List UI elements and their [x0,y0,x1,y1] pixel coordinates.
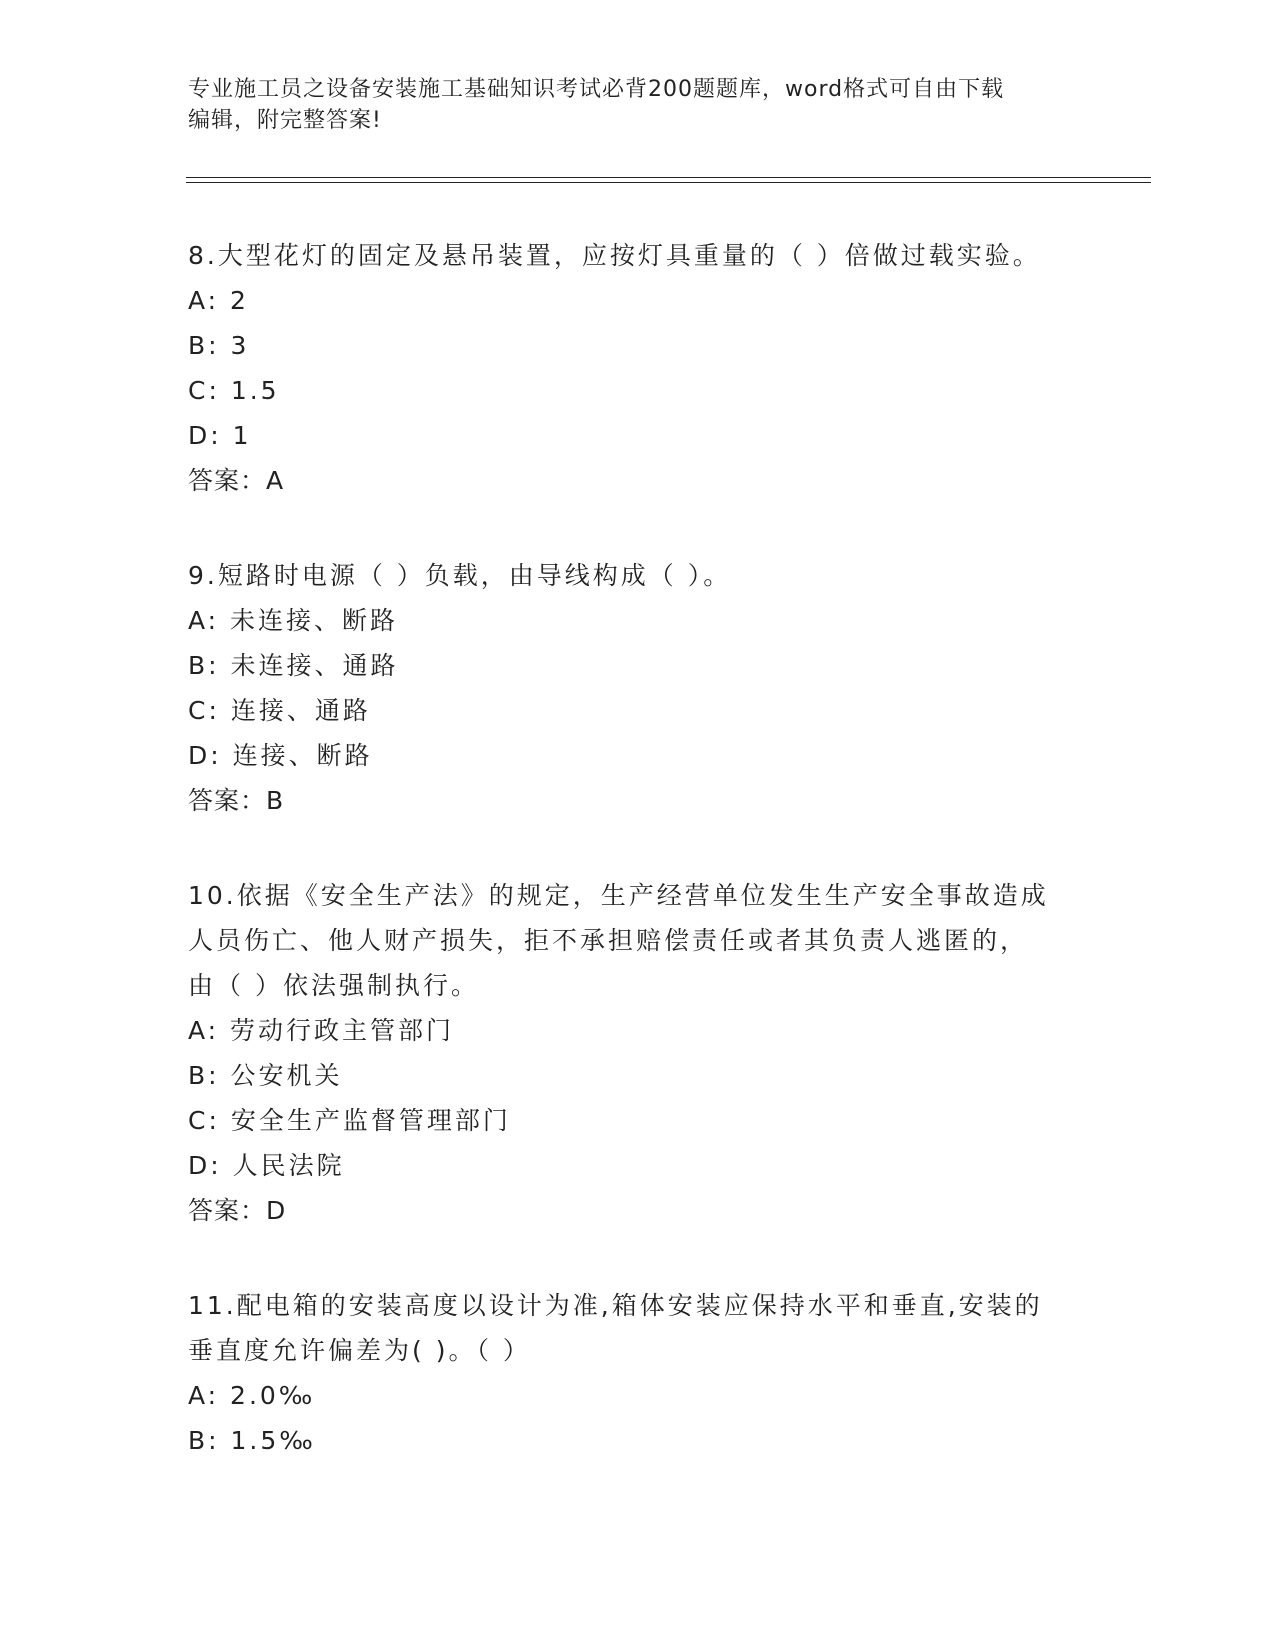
document-header [188,74,1088,136]
option-c: C: 1.5 [188,376,280,405]
answer: 答案：A [188,466,285,495]
header-divider-top [186,177,1151,178]
option-a: A: 2.0‰ [188,1381,316,1410]
option-b: B: 1.5‰ [188,1426,316,1455]
header-title-line-2: 编辑，附完整答案! [188,108,382,133]
option-b: B: 3 [188,331,250,360]
option-b: B: 公安机关 [188,1061,343,1090]
option-d: D: 连接、断路 [188,741,373,770]
question-stem-line-2: 人员伤亡、他人财产损失，拒不承担赔偿责任或者其负责人逃匿的， [188,926,1029,955]
question-stem: 9.短路时电源（ ）负载，由导线构成（ ）。 [188,561,732,590]
option-c: C: 安全生产监督管理部门 [188,1106,511,1135]
question-stem-line-1: 10.依据《安全生产法》的规定，生产经营单位发生生产安全事故造成 [188,881,1049,910]
question-11 [188,1283,1088,1463]
question-stem-line-1: 11.配电箱的安装高度以设计为准,箱体安装应保持水平和垂直,安装的 [188,1291,1043,1320]
option-a: A: 未连接、断路 [188,606,399,635]
question-8 [188,233,1088,503]
header-title-line-1: 专业施工员之设备安装施工基础知识考试必背200题题库，word格式可自由下载 [188,77,1005,102]
option-d: D: 人民法院 [188,1151,345,1180]
question-9 [188,553,1088,823]
question-stem-line-3: 由（ ）依法强制执行。 [188,971,479,1000]
option-a: A: 劳动行政主管部门 [188,1016,455,1045]
header-divider-bottom [186,182,1151,183]
question-stem: 8.大型花灯的固定及悬吊装置，应按灯具重量的（ ）倍做过载实验。 [188,241,1041,270]
option-b: B: 未连接、通路 [188,651,399,680]
option-a: A: 2 [188,286,249,315]
option-d: D: 1 [188,421,252,450]
answer: 答案：D [188,1196,287,1225]
question-stem-line-2: 垂直度允许偏差为( )。（ ） [188,1336,531,1365]
question-10 [188,873,1088,1233]
option-c: C: 连接、通路 [188,696,371,725]
answer: 答案：B [188,786,285,815]
